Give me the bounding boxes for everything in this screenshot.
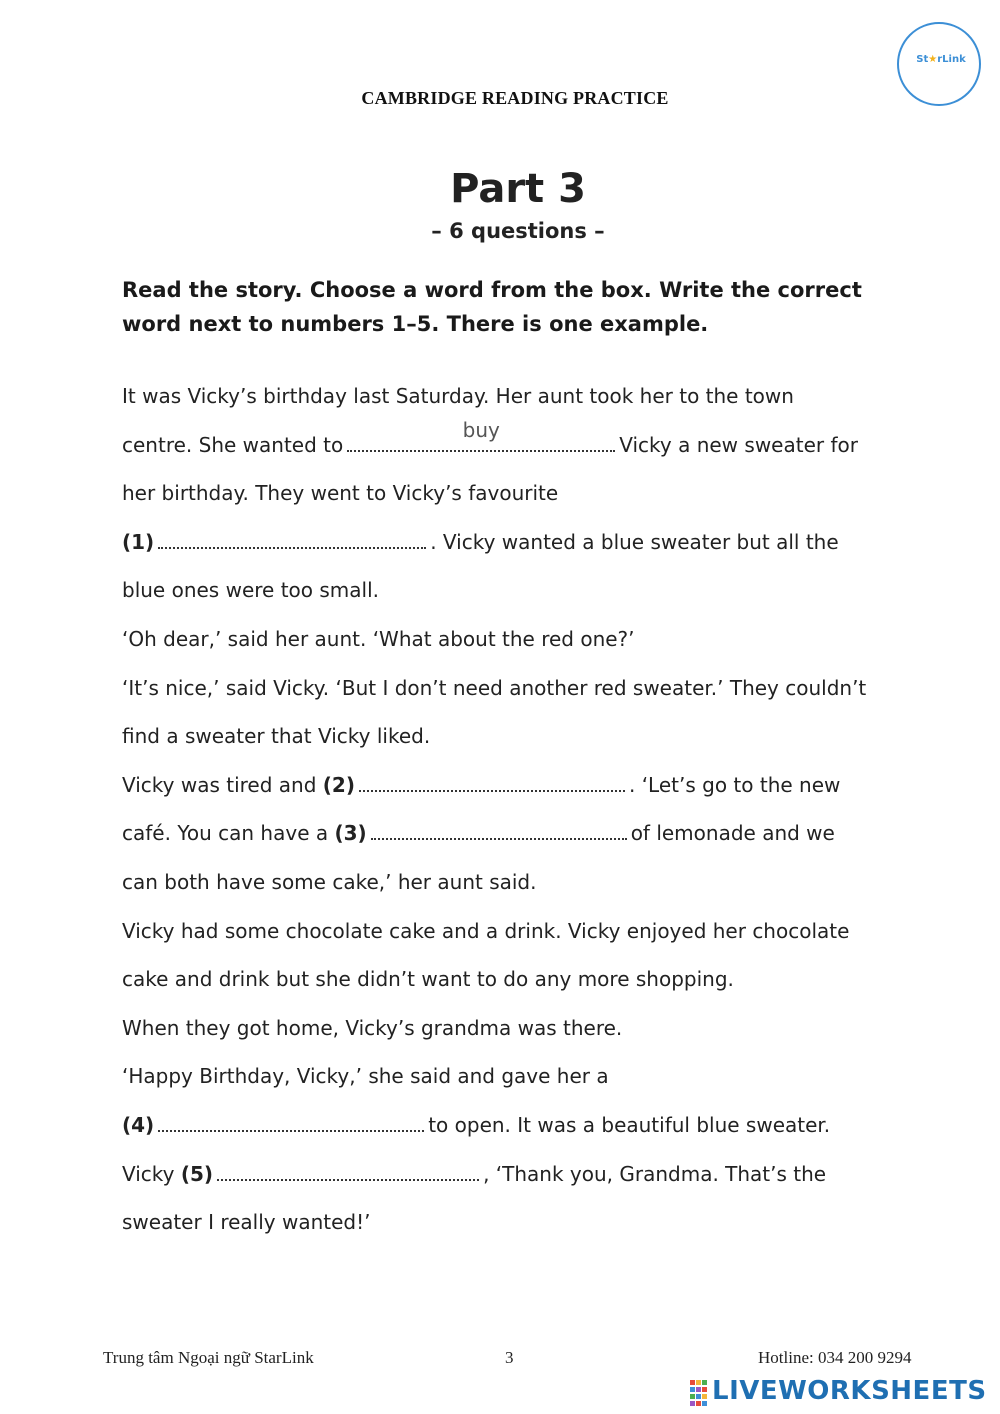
logo-star-icon: ★ bbox=[928, 54, 938, 65]
logo-text-post: rLink bbox=[937, 54, 966, 65]
footer-hotline: Hotline: 034 200 9294 bbox=[758, 1348, 912, 1367]
part-subtitle: – 6 questions – bbox=[431, 219, 605, 243]
story-line: find a sweater that Vicky liked. bbox=[122, 724, 431, 749]
story-line: ‘Happy Birthday, Vicky,’ she said and gave her a bbox=[122, 1064, 609, 1089]
answer-blank-1[interactable] bbox=[158, 533, 426, 549]
instructions-line-1: Read the story. Choose a word from the box. Write the correct bbox=[122, 278, 862, 302]
question-number-3: (3) bbox=[334, 821, 367, 846]
question-number-1: (1) bbox=[122, 529, 155, 554]
story-line: It was Vicky’s birthday last Saturday. Her aunt took her to the town bbox=[122, 384, 794, 408]
story-line: ‘It’s nice,’ said Vicky. ‘But I don’t need another red sweater.’ They couldn’t bbox=[122, 675, 867, 700]
story-line: centre. She wanted to buy Vicky a new sweater for bbox=[122, 421, 922, 470]
story-line: blue ones were too small. bbox=[122, 578, 379, 603]
answer-blank-5[interactable] bbox=[217, 1165, 479, 1181]
answer-blank-2[interactable] bbox=[359, 776, 625, 792]
example-blank bbox=[347, 417, 615, 452]
question-number-2: (2) bbox=[322, 772, 355, 797]
liveworksheets-bars-icon bbox=[690, 1380, 708, 1406]
answer-blank-4[interactable] bbox=[158, 1116, 424, 1132]
question-number-5: (5) bbox=[180, 1161, 214, 1186]
page-header: CAMBRIDGE READING PRACTICE bbox=[361, 88, 669, 108]
story-line: (4) to open. It was a beautiful blue sweater. bbox=[122, 1112, 831, 1137]
question-number-4: (4) bbox=[122, 1112, 155, 1137]
story-line: café. You can have a (3) of lemonade and we bbox=[122, 821, 835, 846]
answer-blank-3[interactable] bbox=[371, 824, 627, 840]
story-line: her birthday. They went to Vicky’s favourite bbox=[122, 481, 559, 506]
story-line: ‘Oh dear,’ said her aunt. ‘What about the red one?’ bbox=[122, 626, 635, 651]
story-line: Vicky was tired and (2) . ‘Let’s go to the new bbox=[122, 772, 841, 797]
footer-center-name: Trung tâm Ngoại ngữ StarLink bbox=[103, 1348, 314, 1367]
logo-text-pre: St bbox=[916, 54, 929, 65]
page-number: 3 bbox=[505, 1348, 514, 1367]
example-answer: buy bbox=[462, 417, 500, 442]
story-line: sweater I really wanted!’ bbox=[122, 1210, 371, 1235]
story-line: (1) . Vicky wanted a blue sweater but all the bbox=[122, 529, 839, 554]
story-line: Vicky (5) , ‘Thank you, Grandma. That’s the bbox=[122, 1161, 827, 1186]
story-line: cake and drink but she didn’t want to do any more shopping. bbox=[122, 967, 734, 992]
part-title: Part 3 bbox=[450, 166, 586, 212]
story-line: Vicky had some chocolate cake and a drink. Vicky enjoyed her chocolate bbox=[122, 918, 850, 943]
instructions bbox=[122, 273, 912, 341]
liveworksheets-logo bbox=[690, 1376, 990, 1410]
instructions-line-2: word next to numbers 1–5. There is one example. bbox=[122, 312, 709, 336]
liveworksheets-text: LIVEWORKSHEETS bbox=[712, 1376, 987, 1406]
starlink-logo-text bbox=[897, 54, 985, 65]
story-text bbox=[122, 372, 922, 1247]
story-line: can both have some cake,’ her aunt said. bbox=[122, 869, 537, 894]
story-line: When they got home, Vicky’s grandma was there. bbox=[122, 1015, 623, 1040]
